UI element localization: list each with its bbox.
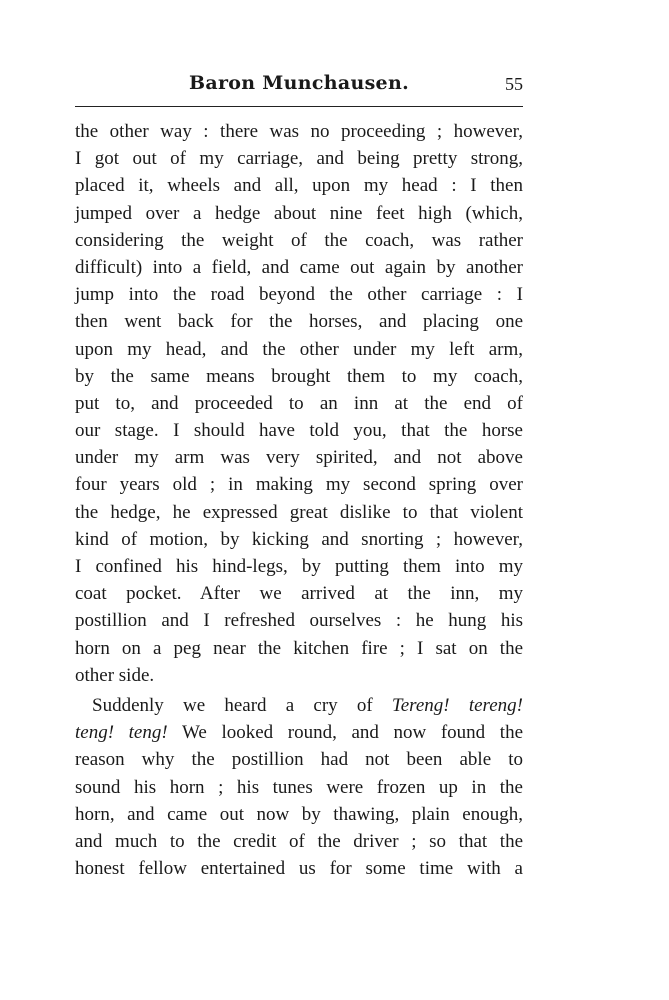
text-line: and much to the credit of the driver ; so that the (75, 830, 523, 852)
text-line: difficult) into a field, and came out again by another (75, 256, 523, 278)
text-line: sound his horn ; his tunes were frozen up in the (75, 776, 523, 798)
running-title: Baron Munchausen. (189, 72, 409, 94)
page-header (75, 70, 523, 104)
paragraph (75, 692, 523, 882)
paragraph (75, 118, 523, 689)
body-text (75, 118, 523, 882)
header-rule (75, 106, 523, 107)
text-line: put to, and proceeded to an inn at the end of (75, 392, 523, 414)
text-line: four years old ; in making my second spring over (75, 474, 523, 496)
text-line (75, 719, 523, 746)
text-run: We looked round, and now found the (181, 722, 524, 744)
text-line: jumped over a hedge about nine feet high (which, (75, 202, 523, 224)
text-line: I confined his hind-legs, by putting them into my (75, 556, 523, 577)
text-line: coat pocket. After we arrived at the inn, my (75, 583, 523, 605)
text-line: honest fellow entertained us for some time with a (75, 858, 523, 880)
text-line: the hedge, he expressed great dislike to that violent (75, 501, 523, 523)
text-line: other side. (75, 664, 155, 686)
text-line: our stage. I should have told you, that the horse (75, 420, 523, 442)
text-line: by the same means brought them to my coach, (75, 365, 523, 387)
text-line: then went back for the horses, and placing one (75, 311, 523, 333)
text-line: I got out of my carriage, and being pretty strong, (75, 148, 523, 170)
text-line: under my arm was very spirited, and not above (75, 447, 523, 469)
page-number: 55 (505, 74, 523, 94)
text-line: kind of motion, by kicking and snorting ; however, (75, 528, 523, 550)
italic-exclamation: teng! teng! (75, 722, 168, 744)
text-line (75, 692, 523, 719)
text-line: horn, and came out now by thawing, plain enough, (75, 803, 523, 825)
text-line: the other way : there was no proceeding ; however, (75, 121, 523, 142)
text-line: horn on a peg near the kitchen fire ; I sat on the (75, 637, 523, 659)
text-line: postillion and I refreshed ourselves : he hung his (75, 610, 523, 632)
text-line: reason why the postillion had not been able to (75, 749, 523, 771)
italic-exclamation: Tereng! tereng! (391, 694, 523, 716)
text-line: jump into the road beyond the other carriage : I (75, 284, 523, 306)
text-line: upon my head, and the other under my left arm, (75, 338, 523, 360)
text-line: considering the weight of the coach, was rather (75, 229, 523, 251)
text-run: Suddenly we heard a cry of (92, 694, 373, 716)
text-line: placed it, wheels and all, upon my head : I then (75, 175, 523, 197)
